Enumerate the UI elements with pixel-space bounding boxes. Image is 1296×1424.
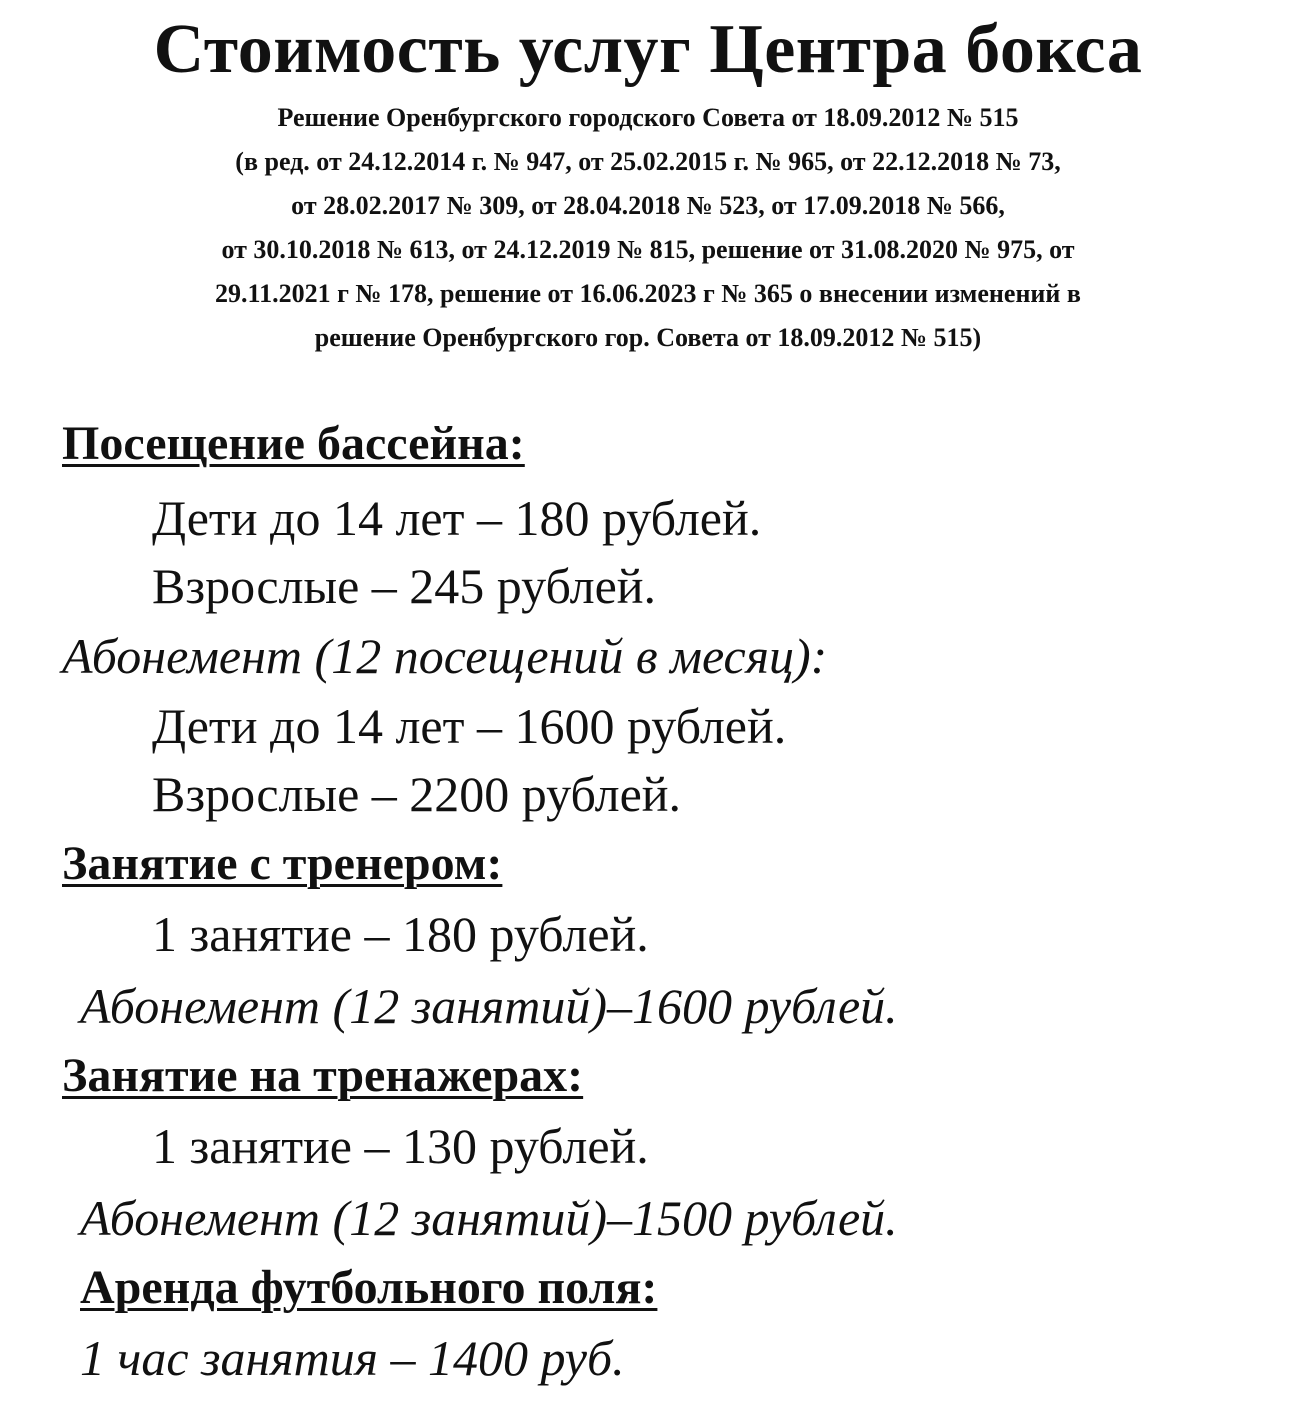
pool-subscription-label: Абонемент (12 посещений в месяц): (62, 628, 828, 684)
football-hour-price: 1 час занятия – 1400 руб. (80, 1330, 625, 1386)
trainer-single-price: 1 занятие – 180 рублей. (152, 906, 649, 962)
pool-children-subscription-price: Дети до 14 лет – 1600 рублей. (152, 698, 787, 754)
pool-adults-subscription-price: Взрослые – 2200 рублей. (152, 766, 682, 822)
decree-line: 29.11.2021 г № 178, решение от 16.06.2023 г № 365 о внесении изменений в (215, 279, 1081, 308)
trainer-subscription-price: Абонемент (12 занятий)–1600 рублей. (80, 978, 898, 1034)
trainer-heading: Занятие с тренером: (62, 837, 503, 890)
pool-adults-single-price: Взрослые – 245 рублей. (152, 558, 657, 614)
decree-line: от 30.10.2018 № 613, от 24.12.2019 № 815, решение от 31.08.2020 № 975, от (221, 235, 1075, 264)
gym-single-price: 1 занятие – 130 рублей. (152, 1118, 649, 1174)
pool-heading: Посещение бассейна: (62, 417, 525, 470)
gym-subscription-price: Абонемент (12 занятий)–1500 рублей. (80, 1190, 898, 1246)
decree-line: от 28.02.2017 № 309, от 28.04.2018 № 523, от 17.09.2018 № 566, (291, 191, 1005, 220)
pool-children-single-price: Дети до 14 лет – 180 рублей. (152, 490, 762, 546)
football-heading: Аренда футбольного поля: (80, 1261, 658, 1314)
gym-heading: Занятие на тренажерах: (62, 1049, 584, 1102)
page-title: Стоимость услуг Центра бокса (153, 11, 1143, 88)
decree-reference (40, 96, 1256, 360)
decree-line: Решение Оренбургского городского Совета от 18.09.2012 № 515 (277, 103, 1019, 132)
decree-line: решение Оренбургского гор. Совета от 18.09.2012 № 515) (314, 323, 982, 352)
decree-line: (в ред. от 24.12.2014 г. № 947, от 25.02.2015 г. № 965, от 22.12.2018 № 73, (235, 147, 1061, 176)
